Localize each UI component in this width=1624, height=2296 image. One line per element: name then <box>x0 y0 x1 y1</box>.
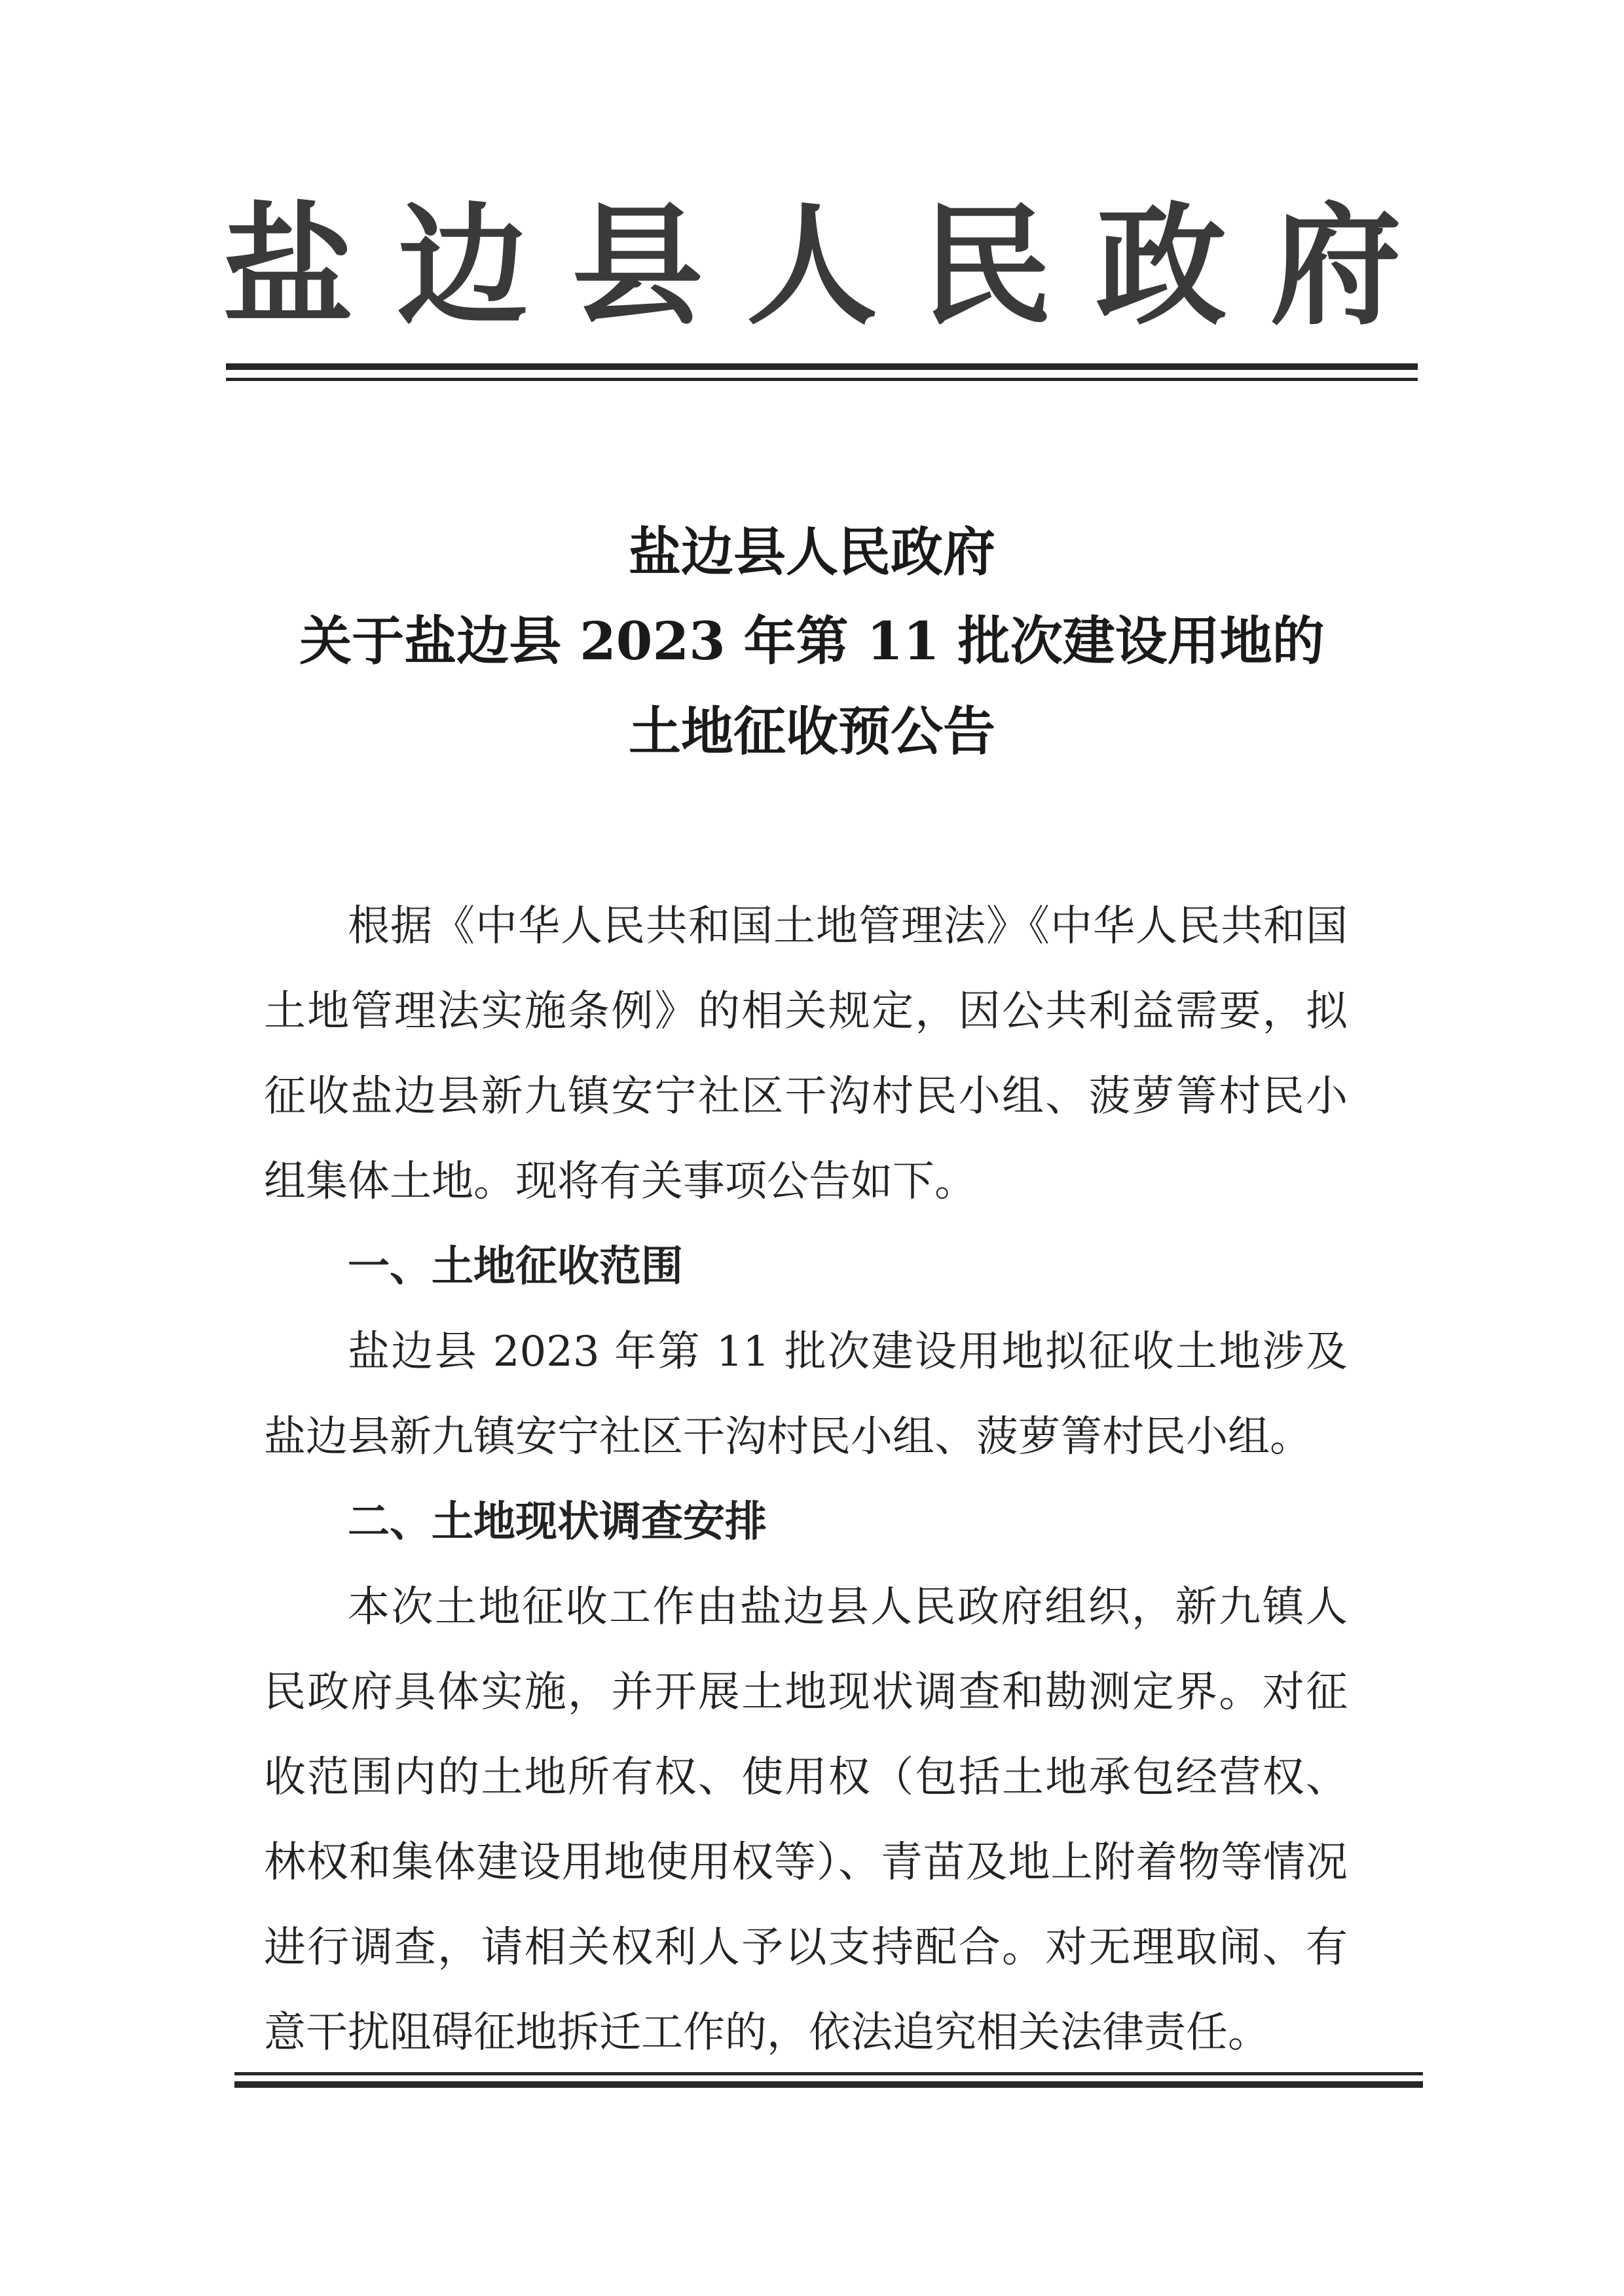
header-divider <box>226 363 1418 384</box>
masthead-char: 民 <box>921 189 1052 343</box>
footer-divider-thin-line <box>234 2072 1423 2075</box>
section-heading-2: 二、土地现状调查安排 <box>348 1498 767 1546</box>
footer-divider <box>234 2072 1423 2093</box>
footer-divider-thick-line <box>234 2081 1423 2088</box>
section-heading-1: 一、土地征收范围 <box>348 1243 683 1291</box>
header-divider-thick-line <box>226 363 1418 370</box>
masthead-char: 人 <box>746 189 877 343</box>
document-title-line-1: 盐边县人民政府 <box>629 521 995 583</box>
masthead-char: 盐 <box>223 189 354 343</box>
document-title-line-3: 土地征收预公告 <box>629 701 995 762</box>
masthead-char: 边 <box>397 189 528 343</box>
document-body <box>264 884 1348 2075</box>
intro-paragraph: 根据《中华人民共和国土地管理法》《中华人民共和国土地管理法实施条例》的相关规定，因公共利益需要，拟征收盐边县新九镇安宁社区干沟村民小组、菠萝箐村民小组集体土地。现将有关事项公告如下。 <box>264 902 1348 1206</box>
masthead-char: 县 <box>572 189 703 343</box>
masthead-char: 府 <box>1270 189 1401 343</box>
section-1-paragraph: 盐边县 2023 年第 11 批次建设用地拟征收土地涉及盐边县新九镇安宁社区干沟村民小组、菠萝箐村民小组。 <box>264 1328 1348 1461</box>
section-2-paragraph: 本次土地征收工作由盐边县人民政府组织，新九镇人民政府具体实施，并开展土地现状调查和勘测定界。对征收范围内的土地所有权、使用权（包括土地承包经营权、林权和集体建设用地使用权等）、青苗及地上附着物等情况进行调查，请相关权利人予以支持配合。对无理取闹、有意干扰阻碍征地拆迁工作的，依法追究相关法律责任。 <box>264 1583 1348 2057</box>
document-title-line-2: 关于盐边县 2023 年第 11 批次建设用地的 <box>299 610 1325 672</box>
masthead-char: 政 <box>1096 189 1227 343</box>
header-divider-thin-line <box>226 378 1418 381</box>
masthead <box>223 177 1401 343</box>
